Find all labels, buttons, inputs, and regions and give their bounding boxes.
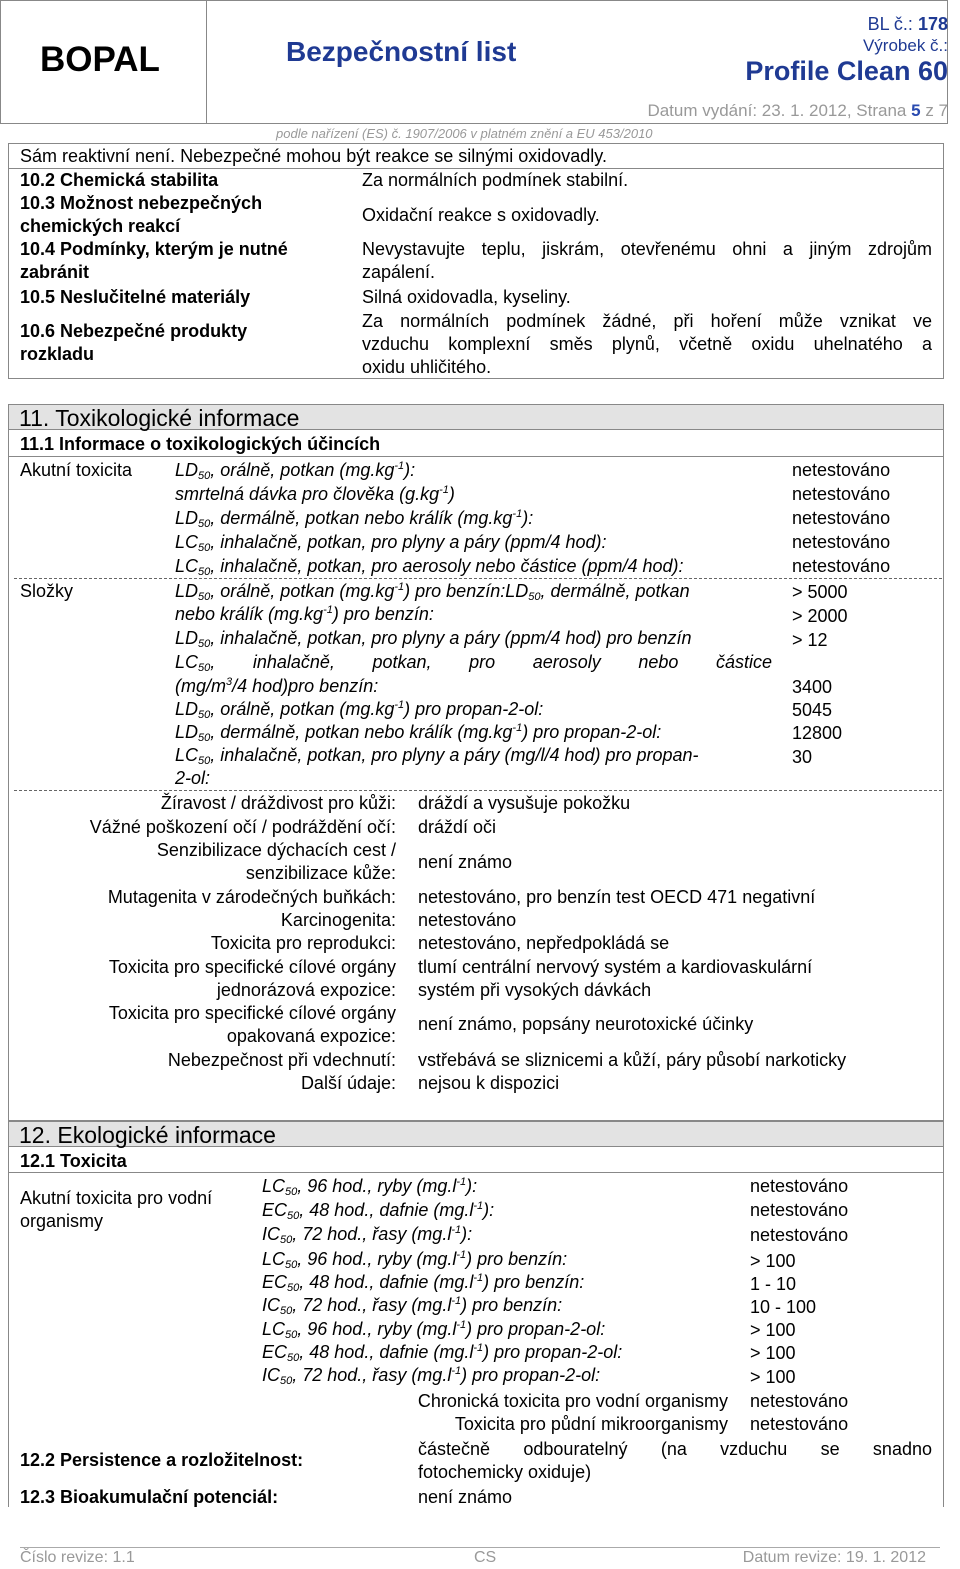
row-10-5-value: Silná oxidovadla, kyseliny.: [362, 287, 571, 307]
component-value: 30: [792, 747, 813, 767]
effect-value: nejsou k dispozici: [418, 1073, 560, 1093]
footer-revision-date: Datum revize: 19. 1. 2012: [742, 1549, 926, 1566]
soil-label: Toxicita pro půdní mikroorganismy: [454, 1414, 728, 1434]
acute-row: smrtelná dávka pro člověka $(g.kg^{-1})$: [175, 484, 455, 504]
effect-label-2: senzibilizace kůže:: [245, 863, 396, 883]
row-10-5-label: 10.5 Neslučitelné materiály: [20, 287, 251, 307]
effect-value: dráždí a vysušuje pokožku: [418, 793, 631, 813]
product-label: Výrobek č.:: [862, 36, 948, 55]
component-value: 5045: [792, 700, 833, 720]
component-line: $LC_{50}$, inhalačně, potkan, pro aerosoly nebo částice: [175, 652, 772, 674]
bl-number-line: [868, 14, 948, 35]
aquatic-row: $IC_{50}$, 72 hod., řasy $(mg.l^{-1})$:: [262, 1224, 473, 1246]
component-value: 3400: [792, 677, 833, 697]
issue-date-line: [647, 101, 948, 121]
component-value: > 2000: [792, 606, 848, 626]
aquatic-value: > 100: [750, 1320, 796, 1340]
row-10-4-value-2: zapálení.: [362, 262, 436, 282]
effect-value: netestováno, pro benzín test OECD 471 negativní: [418, 887, 816, 907]
section-12-left-border: [8, 1147, 9, 1507]
component-line: $LD_{50}$, orálně, potkan $(mg.kg^{-1})$ pro propan-2-ol:: [175, 699, 544, 721]
aquatic-value: > 100: [750, 1343, 796, 1363]
page-current: 5: [911, 101, 921, 120]
effect-label: Další údaje:: [300, 1073, 396, 1093]
page-total: z 7: [925, 101, 948, 120]
product-name: Profile Clean 60: [745, 56, 948, 86]
effect-label: Vážné poškození očí / podráždění očí:: [89, 817, 396, 837]
aquatic-row: $LC_{50}$, 96 hod., ryby $(mg.l^{-1})$ pro propan-2-ol:: [262, 1319, 606, 1341]
component-line: $LD_{50}$, orálně, potkan $(mg.kg^{-1})$ pro $benzín:LD_{50}$, dermálně, potkan: [175, 581, 690, 603]
bl-label: BL č.:: [867, 14, 913, 34]
row-10-6-value-2: vzduchu komplexní směs plynů, včetně oxidu uhelnatého a: [362, 334, 932, 354]
section-10-intro: Sám reaktivní není. Nebezpečné mohou být reakce se silnými oxidovadly.: [20, 146, 607, 166]
dashed-divider: [14, 578, 942, 579]
component-line: nebo králík $(mg.kg^{-1})$ pro benzín:: [175, 604, 434, 624]
bl-number: 178: [917, 14, 948, 34]
chronic-label: Chronická toxicita pro vodní organismy: [417, 1391, 728, 1411]
row-10-3-label: 10.3 Možnost nebezpečných: [20, 193, 263, 213]
effect-value: vstřebává se sliznicemi a kůží, páry působí narkoticky: [418, 1050, 847, 1070]
effect-label: Toxicita pro specifické cílové orgány: [108, 957, 396, 977]
effect-value: není známo, popsány neurotoxické účinky: [418, 1014, 754, 1034]
component-line: $LD_{50}$, dermálně, potkan nebo králík $(mg.kg^{-1})$ pro propan-2-ol:: [175, 722, 662, 744]
effect-label-2: jednorázová expozice:: [216, 980, 396, 1000]
effect-value: netestováno, nepředpokládá se: [418, 933, 670, 953]
component-line: $LD_{50}$, inhalačně, potkan, pro plyny a páry (ppm/4 hod) pro benzín: [175, 628, 692, 650]
persistence-value: částečně odbouratelný (na vzduchu se snadno: [418, 1439, 932, 1459]
effect-value: není známo: [418, 852, 513, 872]
row-10-4-value: Nevystavujte teplu, jiskrám, otevřenému ohni a jiným zdrojům: [362, 239, 932, 259]
section-12-subtitle: 12.1 Toxicita: [20, 1151, 127, 1171]
effect-value: netestováno: [418, 910, 517, 930]
section-12-right-border: [943, 1147, 944, 1507]
bioaccumulation-value: není známo: [418, 1487, 513, 1507]
issue-date: Datum vydání: 23. 1. 2012, Strana: [647, 101, 907, 120]
bioaccumulation-label: 12.3 Bioakumulační potenciál:: [20, 1487, 279, 1507]
aquatic-row: $LC_{50}$, 96 hod., ryby $(mg.l^{-1})$ pro benzín:: [262, 1249, 568, 1271]
aquatic-value: netestováno: [750, 1200, 849, 1220]
aquatic-label-2: organismy: [20, 1211, 104, 1231]
footer-language: CS: [474, 1549, 497, 1566]
row-10-6-value-3: oxidu uhličitého.: [362, 357, 492, 377]
effect-label: Mutagenita v zárodečných buňkách:: [107, 887, 396, 907]
persistence-label: 12.2 Persistence a rozložitelnost:: [20, 1450, 304, 1470]
row-10-2-label: 10.2 Chemická stabilita: [20, 170, 219, 190]
row-10-3-label-2: chemických reakcí: [20, 216, 181, 236]
component-value: 12800: [792, 723, 843, 743]
section-12-title: 12. Ekologické informace: [8, 1121, 944, 1147]
chronic-value: netestováno: [750, 1391, 849, 1411]
component-line: 2-ol:: [175, 768, 211, 788]
aquatic-value: > 100: [750, 1251, 796, 1271]
acute-row: $LD_{50}$, dermálně, potkan nebo králík $(mg.kg^{-1})$:: [175, 508, 534, 530]
component-value: > 5000: [792, 582, 848, 602]
section-11-subtitle: 11.1 Informace o toxikologických účincích: [20, 434, 381, 454]
effect-value: tlumí centrální nervový systém a kardiovaskulární: [418, 957, 813, 977]
footer-line: [20, 1547, 940, 1548]
row-10-6-label-2: rozkladu: [20, 344, 95, 364]
aquatic-row: $EC_{50}$, 48 hod., dafnie $(mg.l^{-1})$:: [262, 1200, 495, 1222]
aquatic-value: netestováno: [750, 1225, 849, 1245]
acute-row: $LD_{50}$, orálně, potkan $(mg.kg^{-1})$:: [175, 460, 416, 482]
effect-label: Senzibilizace dýchacích cest /: [156, 840, 396, 860]
effect-label: Toxicita pro reprodukci:: [210, 933, 396, 953]
acute-value: netestováno: [792, 460, 891, 480]
acute-value: netestováno: [792, 532, 891, 552]
effect-label-2: opakovaná expozice:: [226, 1026, 396, 1046]
row-10-4-label-2: zabránit: [20, 262, 90, 282]
component-line: $LC_{50}$, inhalačně, potkan, pro plyny a páry (mg/l/4 hod) pro propan-: [175, 745, 699, 767]
aquatic-row: $IC_{50}$, 72 hod., řasy $(mg.l^{-1})$ pro propan-2-ol:: [262, 1365, 601, 1387]
section-11-title: 11. Toxikologické informace: [8, 404, 944, 430]
acute-row: $LC_{50}$, inhalačně, potkan, pro plyny a páry (ppm/4 hod):: [175, 532, 607, 554]
components-label: Složky: [20, 581, 74, 601]
acute-value: netestováno: [792, 556, 891, 576]
row-10-4-label: 10.4 Podmínky, kterým je nutné: [20, 239, 288, 259]
aquatic-value: netestováno: [750, 1176, 849, 1196]
acute-value: netestováno: [792, 508, 891, 528]
aquatic-value: > 100: [750, 1367, 796, 1387]
row-10-3-value: Oxidační reakce s oxidovadly.: [362, 205, 600, 225]
acute-toxicity-label: Akutní toxicita: [20, 460, 133, 480]
doc-title: Bezpečnostní list: [286, 36, 517, 67]
row-10-6-label: 10.6 Nebezpečné produkty: [20, 321, 248, 341]
aquatic-row: $IC_{50}$, 72 hod., řasy $(mg.l^{-1})$ pro benzín:: [262, 1295, 563, 1317]
aquatic-value: 1 - 10: [750, 1274, 797, 1294]
row-10-2-value: Za normálních podmínek stabilní.: [362, 170, 629, 190]
effect-value-2: systém při vysokých dávkách: [418, 980, 652, 1000]
regulation-note: podle nařízení (ES) č. 1907/2006 v platném znění a EU 453/2010: [276, 126, 653, 141]
effect-label: Toxicita pro specifické cílové orgány: [108, 1003, 396, 1023]
soil-value: netestováno: [750, 1414, 849, 1434]
acute-row: $LC_{50}$, inhalačně, potkan, pro aerosoly nebo částice (ppm/4 hod):: [175, 556, 684, 578]
component-value: > 12: [792, 630, 828, 650]
effect-label: Žíravost / dráždivost pro kůži:: [160, 793, 396, 813]
aquatic-row: $EC_{50}$, 48 hod., dafnie $(mg.l^{-1})$ pro benzín:: [262, 1272, 585, 1294]
row-10-6-value: Za normálních podmínek žádné, při hoření může vznikat ve: [362, 311, 932, 331]
acute-value: netestováno: [792, 484, 891, 504]
header-divider: [206, 0, 207, 124]
effect-value: dráždí oči: [418, 817, 497, 837]
section-11-subtitle-line: [8, 456, 944, 457]
component-line: ($mg/m^3/4$ hod)pro benzín:: [175, 676, 379, 696]
aquatic-row: $EC_{50}$, 48 hod., dafnie $(mg.l^{-1})$ pro propan-2-ol:: [262, 1342, 623, 1364]
footer-revision: Číslo revize: 1.1: [20, 1549, 135, 1566]
aquatic-label: Akutní toxicita pro vodní: [20, 1188, 213, 1208]
aquatic-row: $LC_{50}$, 96 hod., ryby $(mg.l^{-1})$:: [262, 1176, 478, 1198]
effect-label: Karcinogenita:: [280, 910, 396, 930]
persistence-value-2: fotochemicky oxiduje): [418, 1462, 592, 1482]
aquatic-value: 10 - 100: [750, 1297, 817, 1317]
company-name: BOPAL: [40, 40, 160, 79]
section-12-subtitle-line: [8, 1172, 944, 1173]
effect-label: Nebezpečnost při vdechnutí:: [167, 1050, 396, 1070]
dashed-divider: [14, 790, 942, 791]
